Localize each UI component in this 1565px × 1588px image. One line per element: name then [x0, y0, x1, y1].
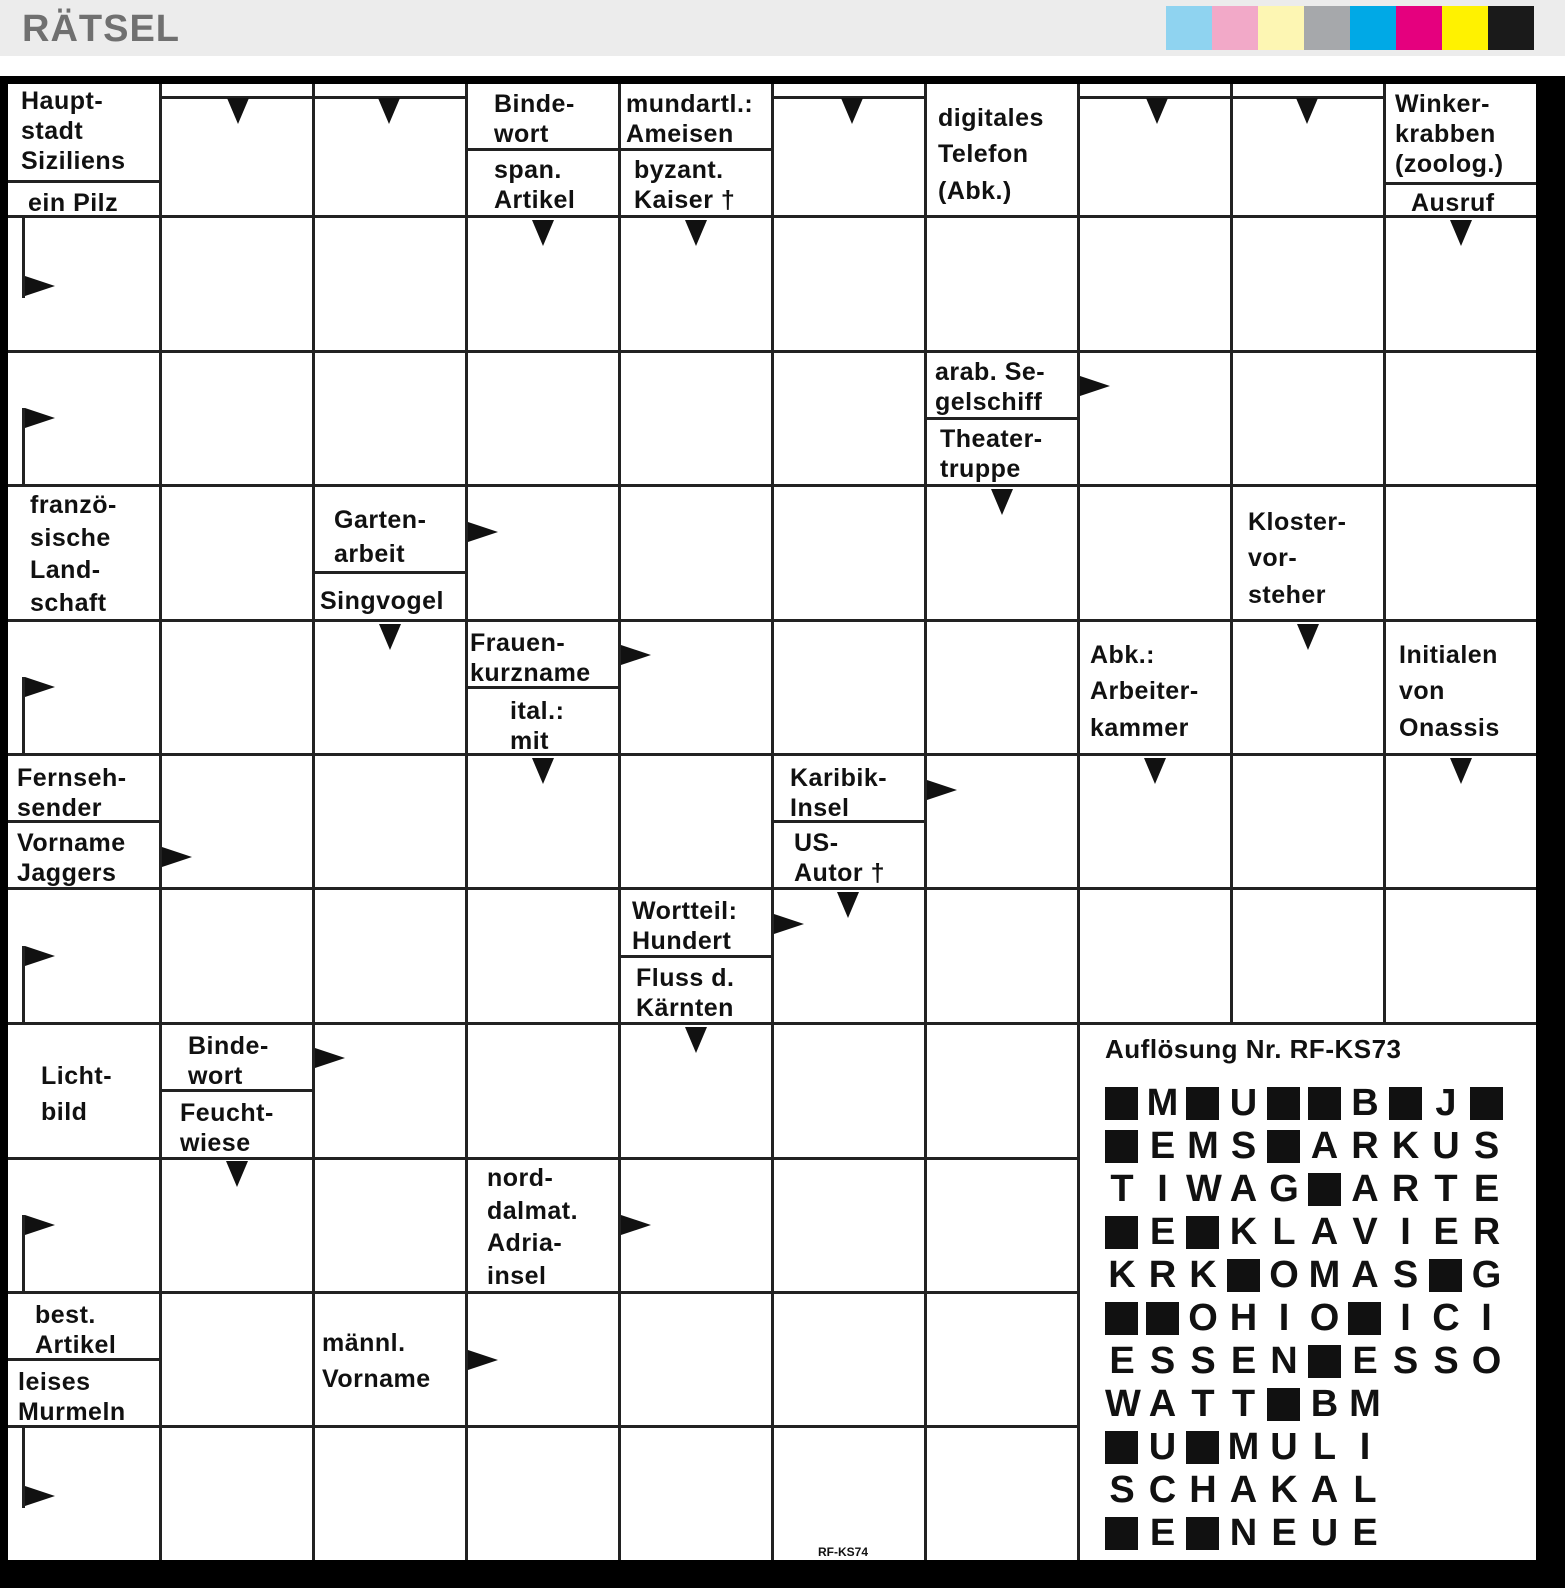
swatch-cyan [1350, 6, 1396, 50]
solution-letter: A [1310, 1125, 1339, 1167]
solution-black-cell [1186, 1431, 1219, 1464]
swatch-light-pink [1212, 6, 1258, 50]
arrow-right-icon [25, 408, 55, 428]
grid-line [8, 1425, 1079, 1428]
arrow-down-icon [1297, 624, 1319, 650]
solution-black-cell [1227, 1259, 1260, 1292]
solution-letter: S [1473, 1125, 1500, 1167]
grid-line [312, 84, 315, 1560]
grid-line [8, 753, 1536, 756]
solution-letter: M [1308, 1254, 1341, 1296]
arrow-right-icon [621, 1215, 651, 1235]
clue-text: ital.: mit [510, 697, 565, 755]
arrow-right-icon [25, 1215, 55, 1235]
solution-black-cell [1186, 1087, 1219, 1120]
solution-letter: S [1149, 1340, 1176, 1382]
grid-line [8, 619, 1536, 622]
solution-letter: T [1231, 1383, 1256, 1425]
clue-text: Wortteil: Hundert [632, 897, 738, 955]
grid-line [8, 1022, 1536, 1025]
arrow-right-icon [468, 522, 498, 542]
solution-black-cell [1186, 1216, 1219, 1249]
swatch-black [1488, 6, 1534, 50]
clue-text: Binde- wort [188, 1032, 269, 1090]
solution-letter: I [1400, 1211, 1411, 1253]
solution-black-cell [1105, 1517, 1138, 1550]
arrow-down-icon [685, 1027, 707, 1053]
solution-letter: K [1391, 1125, 1420, 1167]
grid-line [8, 1157, 1079, 1160]
solution-letter: W [1105, 1383, 1141, 1425]
solution-letter: V [1352, 1211, 1378, 1253]
solution-letter: E [1149, 1125, 1176, 1167]
clue-text: Haupt- stadt Siziliens [21, 87, 126, 175]
arrow-down-icon [532, 758, 554, 784]
solution-letter: R [1472, 1211, 1501, 1253]
solution-letter: O [1188, 1297, 1218, 1339]
solution-letter: T [1191, 1383, 1215, 1425]
solution-letter: E [1352, 1340, 1378, 1382]
solution-letter: I [1278, 1297, 1290, 1339]
grid-line [465, 84, 468, 1560]
solution-letter: B [1310, 1383, 1339, 1425]
solution-title: Auflösung Nr. RF-KS73 [1105, 1034, 1402, 1064]
clue-text: US- Autor † [794, 829, 885, 887]
solution-letter: E [1352, 1512, 1378, 1554]
arrow-right-icon [315, 1048, 345, 1068]
solution-black-cell [1105, 1302, 1138, 1335]
arrow-down-icon [837, 892, 859, 918]
solution-black-cell [1470, 1087, 1503, 1120]
solution-letter: K [1189, 1254, 1217, 1296]
solution-letter: G [1471, 1254, 1502, 1296]
solution-letter: A [1148, 1383, 1177, 1425]
solution-letter: I [1359, 1426, 1371, 1468]
solution-letter: M [1187, 1125, 1219, 1167]
clue-text: Licht- bild [41, 1062, 113, 1127]
solution-letter: M [1349, 1383, 1381, 1425]
clue-text: ein Pilz [28, 189, 119, 217]
arrow-down-icon [1296, 98, 1318, 124]
clue-text: digitales Telefon (Abk.) [938, 104, 1044, 205]
solution-letter: O [1471, 1340, 1502, 1382]
solution-letter: E [1433, 1211, 1459, 1253]
solution-black-cell [1105, 1216, 1138, 1249]
clue-text: span. Artikel [494, 156, 576, 214]
clue-text: Garten- arbeit [334, 506, 427, 568]
arrow-right-icon [468, 1350, 498, 1370]
arrow-down-icon [991, 489, 1013, 515]
solution-letter: A [1351, 1254, 1379, 1296]
solution-letter: E [1271, 1512, 1297, 1554]
grid-line [8, 215, 1536, 218]
grid-line [1383, 84, 1386, 1024]
solution-letter: S [1109, 1469, 1135, 1511]
swatch-gray [1304, 6, 1350, 50]
swatch-yellow [1442, 6, 1488, 50]
grid-line [159, 84, 162, 1560]
puzzle-code: RF-KS74 [818, 1545, 869, 1559]
solution-letter: W [1186, 1168, 1222, 1210]
clue-divider [927, 417, 1077, 420]
solution-letter: O [1269, 1254, 1299, 1296]
arrow-right-icon [25, 946, 55, 966]
page-title: RÄTSEL [22, 8, 180, 50]
solution-letter: S [1392, 1340, 1419, 1382]
solution-letter: M [1227, 1426, 1260, 1468]
solution-panel [1081, 1026, 1536, 1560]
clue-text: Ausruf [1411, 189, 1495, 217]
solution-letter: G [1269, 1168, 1299, 1210]
arrow-down-icon [226, 1161, 248, 1187]
clue-text: Frauen- kurzname [470, 629, 591, 687]
clue-text: Vorname Jaggers [17, 829, 126, 887]
solution-letter: I [1157, 1168, 1168, 1210]
arrow-right-icon [25, 1486, 55, 1506]
arrow-right-icon [162, 847, 192, 867]
solution-letter: R [1148, 1254, 1177, 1296]
clue-text: Singvogel [320, 587, 444, 615]
clue-text: Feucht- wiese [180, 1099, 274, 1157]
solution-letter: A [1351, 1168, 1379, 1210]
clue-text: nord- dalmat. Adria- insel [487, 1164, 579, 1290]
arrow-down-icon [1146, 98, 1168, 124]
solution-black-cell [1267, 1130, 1300, 1163]
solution-letter: A [1310, 1211, 1339, 1253]
solution-letter: A [1310, 1469, 1339, 1511]
solution-black-cell [1429, 1259, 1462, 1292]
arrow-right-icon [621, 645, 651, 665]
solution-letter: N [1270, 1340, 1298, 1382]
page-header [0, 0, 1565, 56]
clue-text: franzö- sische Land- schaft [30, 491, 117, 617]
solution-letter: T [1434, 1168, 1458, 1210]
solution-letter: U [1229, 1082, 1258, 1124]
clue-text: Theater- truppe [940, 425, 1043, 483]
swatch-light-blue [1166, 6, 1212, 50]
arrow-right-icon [1080, 376, 1110, 396]
clue-text: arab. Se- gelschiff [935, 358, 1046, 416]
solution-letter: E [1149, 1211, 1176, 1253]
solution-letter: H [1189, 1469, 1217, 1511]
swatch-light-yellow [1258, 6, 1304, 50]
arrow-right-icon [25, 677, 55, 697]
grid-line [924, 84, 927, 1560]
arrow-down-icon [1450, 758, 1472, 784]
solution-letter: R [1391, 1168, 1420, 1210]
solution-letter: S [1230, 1125, 1257, 1167]
arrow-down-icon [378, 98, 400, 124]
arrow-down-icon [227, 98, 249, 124]
solution-black-cell [1308, 1173, 1341, 1206]
arrow-right-icon [774, 914, 804, 934]
clue-text: byzant. Kaiser † [634, 156, 736, 214]
solution-black-cell [1348, 1302, 1381, 1335]
solution-letter: A [1229, 1168, 1258, 1210]
solution-letter: E [1149, 1512, 1176, 1554]
solution-letter: I [1481, 1297, 1492, 1339]
clue-text: leises Murmeln [18, 1368, 126, 1426]
grid-line [618, 84, 621, 1560]
arrow-down-icon [379, 624, 401, 650]
grid-line [8, 887, 1536, 890]
solution-letter: R [1351, 1125, 1379, 1167]
solution-letter: S [1433, 1340, 1459, 1382]
solution-letter: M [1146, 1082, 1179, 1124]
solution-letter: K [1270, 1469, 1298, 1511]
solution-letter: E [1473, 1168, 1500, 1210]
solution-letter: H [1229, 1297, 1258, 1339]
solution-letter: K [1108, 1254, 1136, 1296]
color-swatches [1166, 6, 1534, 50]
solution-black-cell [1105, 1431, 1138, 1464]
clue-text: Initialen von Onassis [1399, 641, 1500, 742]
solution-black-cell [1308, 1087, 1341, 1120]
arrow-down-icon [1144, 758, 1166, 784]
solution-black-cell [1267, 1388, 1300, 1421]
arrow-down-icon [841, 98, 863, 124]
solution-letter: I [1400, 1297, 1411, 1339]
grid-line [1077, 84, 1080, 1560]
solution-black-cell [1389, 1087, 1422, 1120]
solution-black-cell [1146, 1302, 1179, 1335]
solution-letter: O [1309, 1297, 1340, 1339]
swatch-magenta [1396, 6, 1442, 50]
arrow-right-icon [927, 780, 957, 800]
arrow-down-icon [685, 220, 707, 246]
solution-black-cell [1105, 1087, 1138, 1120]
solution-letter: E [1230, 1340, 1257, 1382]
solution-letter: T [1110, 1168, 1134, 1210]
solution-letter: U [1432, 1125, 1460, 1167]
solution-letter: C [1432, 1297, 1460, 1339]
clue-divider [1386, 182, 1536, 185]
clue-text: mundartl.: Ameisen [626, 90, 754, 148]
solution-black-cell [1105, 1130, 1138, 1163]
arrow-down-icon [532, 220, 554, 246]
solution-letter: B [1351, 1082, 1379, 1124]
solution-letter: N [1229, 1512, 1258, 1554]
grid-line [8, 350, 1536, 353]
grid-line [1230, 84, 1233, 1024]
solution-letter: E [1109, 1340, 1135, 1382]
arrow-right-icon [25, 276, 55, 296]
arrow-down-icon [1450, 220, 1472, 246]
solution-letter: L [1272, 1211, 1296, 1253]
clue-text: männl. Vorname [322, 1329, 431, 1394]
solution-letter: S [1190, 1340, 1216, 1382]
solution-letter: A [1229, 1469, 1258, 1511]
solution-letter: K [1229, 1211, 1258, 1253]
solution-letter: U [1270, 1426, 1298, 1468]
solution-letter: L [1353, 1469, 1377, 1511]
clue-text: Abk.: Arbeiter- kammer [1090, 641, 1199, 742]
clue-divider [8, 180, 159, 183]
solution-black-cell [1267, 1087, 1300, 1120]
clue-text: Fluss d. Kärnten [636, 964, 735, 1022]
clue-text: Fernseh- sender [17, 764, 127, 822]
solution-letter: C [1148, 1469, 1177, 1511]
solution-letter: S [1392, 1254, 1419, 1296]
solution-letter: U [1310, 1512, 1339, 1554]
grid-line [8, 484, 1536, 487]
clue-text: Winker- krabben (zoolog.) [1395, 90, 1504, 178]
clue-text: best. Artikel [35, 1301, 117, 1359]
solution-letter: L [1312, 1426, 1337, 1468]
clue-text: Kloster- vor- steher [1248, 508, 1347, 609]
clue-text: Binde- wort [494, 90, 575, 148]
solution-black-cell [1308, 1345, 1341, 1378]
clue-text: Karibik- Insel [790, 764, 888, 822]
solution-letter: U [1148, 1426, 1177, 1468]
solution-letter: J [1435, 1082, 1457, 1124]
solution-black-cell [1186, 1517, 1219, 1550]
